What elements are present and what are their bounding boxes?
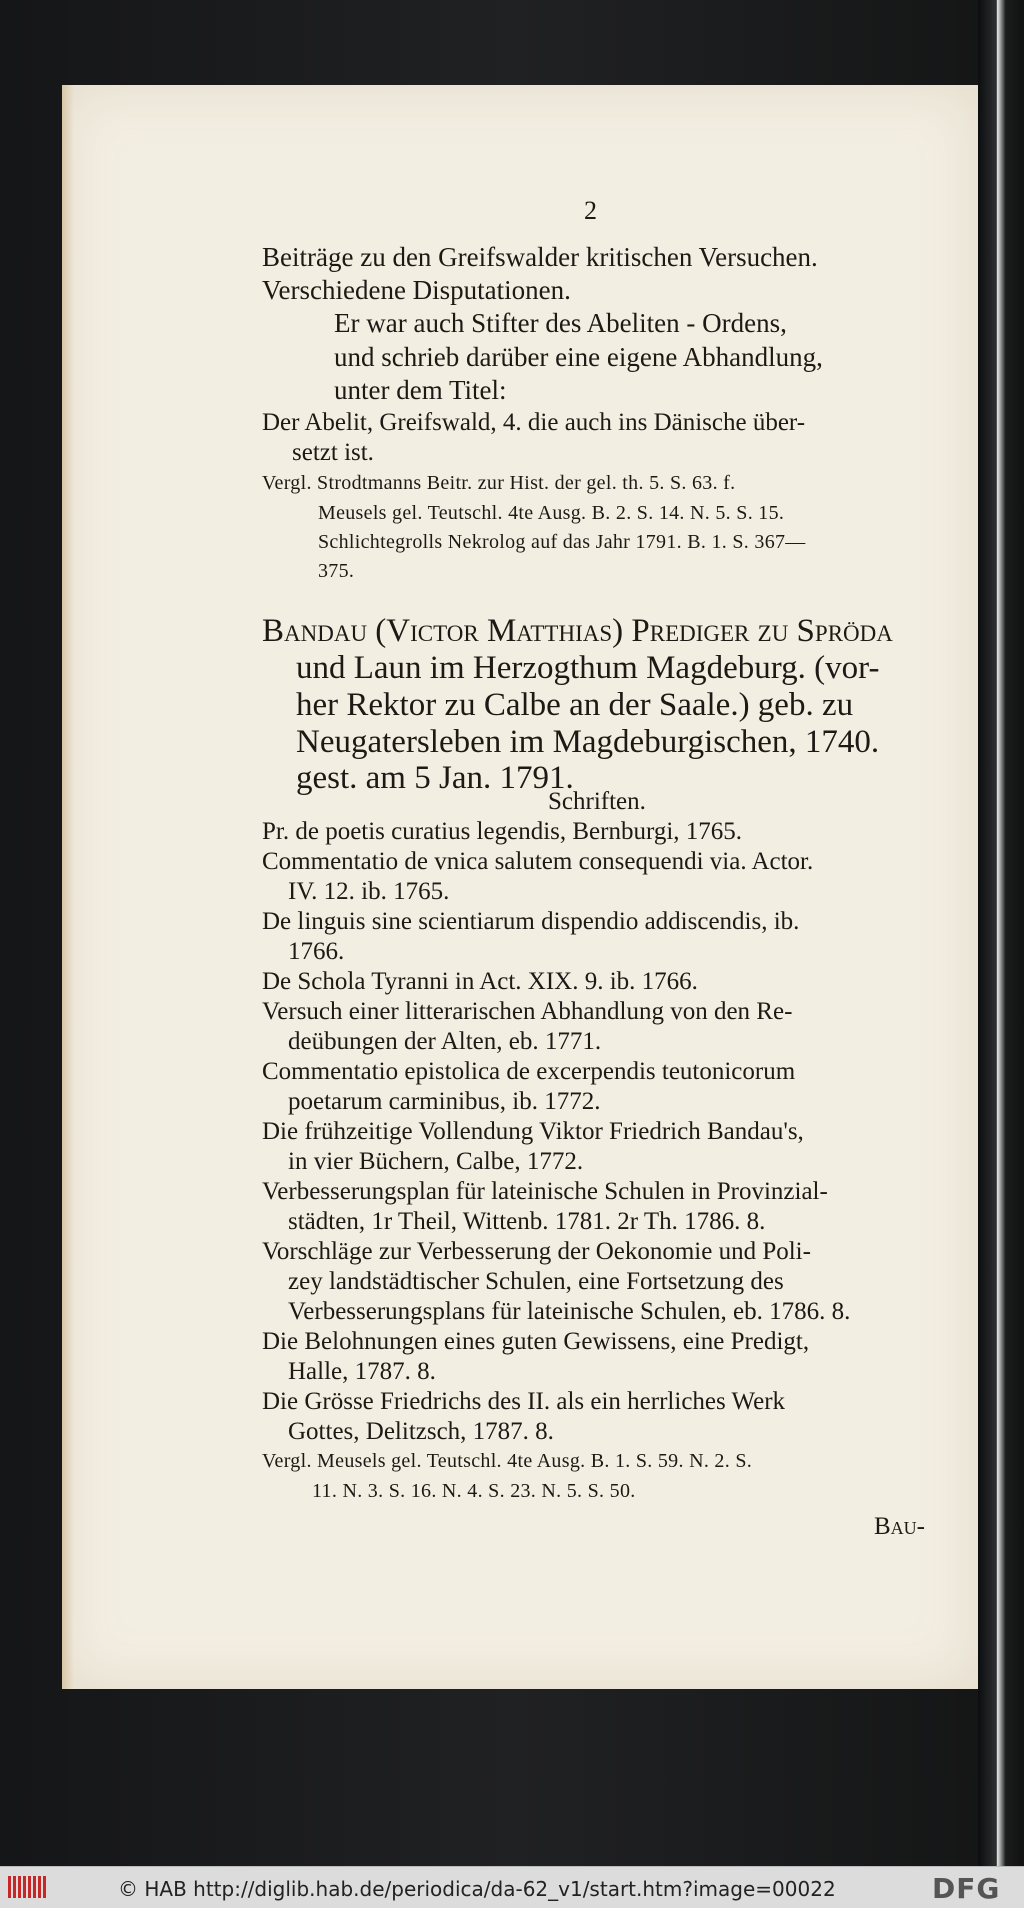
- text-line: Verschiedene Disputationen.: [262, 275, 571, 305]
- text-line: Gottes, Delitzsch, 1787. 8.: [288, 1418, 554, 1445]
- text-line: deübungen der Alten, eb. 1771.: [288, 1028, 602, 1055]
- text-line: und Laun im Herzogthum Magdeburg. (vor-: [296, 650, 880, 686]
- text-line: Die Grösse Friedrichs des II. als ein herrliches Werk: [262, 1388, 786, 1415]
- text-line: De linguis sine scientiarum dispendio addiscendis, ib.: [262, 908, 800, 935]
- text-line: und schrieb darüber eine eigene Abhandlung,: [334, 342, 823, 372]
- text-line: Neugatersleben im Magdeburgischen, 1740.: [296, 724, 880, 760]
- text-line: Commentatio epistolica de excerpendis teutonicorum: [262, 1058, 796, 1085]
- text-line: Vorschläge zur Verbesserung der Oekonomie und Poli-: [262, 1238, 811, 1265]
- text-line: Schriften.: [548, 788, 646, 815]
- text-line: Versuch einer litterarischen Abhandlung von den Re-: [262, 998, 793, 1025]
- hab-logo-icon: [8, 1876, 46, 1898]
- text-line: Pr. de poetis curatius legendis, Bernburgi, 1765.: [262, 818, 743, 845]
- text-line: Vergl. Meusels gel. Teutschl. 4te Ausg. B. 1. S. 59. N. 2. S.: [262, 1450, 753, 1472]
- text-line: Die frühzeitige Vollendung Viktor Friedrich Bandau's,: [262, 1118, 804, 1145]
- text-line: städten, 1r Theil, Wittenb. 1781. 2r Th. 1786. 8.: [288, 1208, 766, 1235]
- text-line: her Rektor zu Calbe an der Saale.) geb. zu: [296, 687, 854, 723]
- text-line: Commentatio de vnica salutem consequendi via. Actor.: [262, 848, 814, 875]
- text-line: zey landstädtischer Schulen, eine Fortsetzung des: [288, 1268, 784, 1295]
- text-line: Bau-: [874, 1513, 925, 1540]
- text-line: Vergl. Strodtmanns Beitr. zur Hist. der gel. th. 5. S. 63. f.: [262, 472, 736, 494]
- text-line: Halle, 1787. 8.: [288, 1358, 436, 1385]
- text-line: Beiträge zu den Greifswalder kritischen Versuchen.: [262, 242, 818, 272]
- footer-copyright: © HAB http://diglib.hab.de/periodica/da-62_v1/start.htm?image=00022: [118, 1877, 836, 1901]
- text-line: setzt ist.: [292, 439, 374, 466]
- text-line: Verbesserungsplan für lateinische Schulen in Provinzial-: [262, 1178, 828, 1205]
- text-line: unter dem Titel:: [334, 375, 507, 405]
- text-line: De Schola Tyranni in Act. XIX. 9. ib. 1766.: [262, 968, 698, 995]
- text-line: Verbesserungsplans für lateinische Schulen, eb. 1786. 8.: [288, 1298, 851, 1325]
- text-line: 375.: [318, 560, 355, 582]
- footer-bar: [0, 1866, 1024, 1908]
- text-line: Bandau (Victor Matthias) Prediger zu Spröda: [262, 613, 893, 649]
- text-line: Die Belohnungen eines guten Gewissens, eine Predigt,: [262, 1328, 810, 1355]
- text-line: Er war auch Stifter des Abeliten - Ordens,: [334, 308, 787, 338]
- text-line: Schlichtegrolls Nekrolog auf das Jahr 1791. B. 1. S. 367—: [318, 531, 806, 553]
- text-line: Der Abelit, Greifswald, 4. die auch ins Dänische über-: [262, 409, 806, 436]
- text-line: gest. am 5 Jan. 1791.: [296, 760, 574, 796]
- text-line: poetarum carminibus, ib. 1772.: [288, 1088, 601, 1115]
- page-number: 2: [584, 196, 597, 225]
- dfg-logo: DFG: [932, 1872, 1001, 1905]
- text-line: Meusels gel. Teutschl. 4te Ausg. B. 2. S. 14. N. 5. S. 15.: [318, 502, 785, 524]
- text-line: in vier Büchern, Calbe, 1772.: [288, 1148, 584, 1175]
- text-line: 11. N. 3. S. 16. N. 4. S. 23. N. 5. S. 50.: [312, 1480, 636, 1502]
- text-line: IV. 12. ib. 1765.: [288, 878, 450, 905]
- text-line: 1766.: [288, 938, 345, 965]
